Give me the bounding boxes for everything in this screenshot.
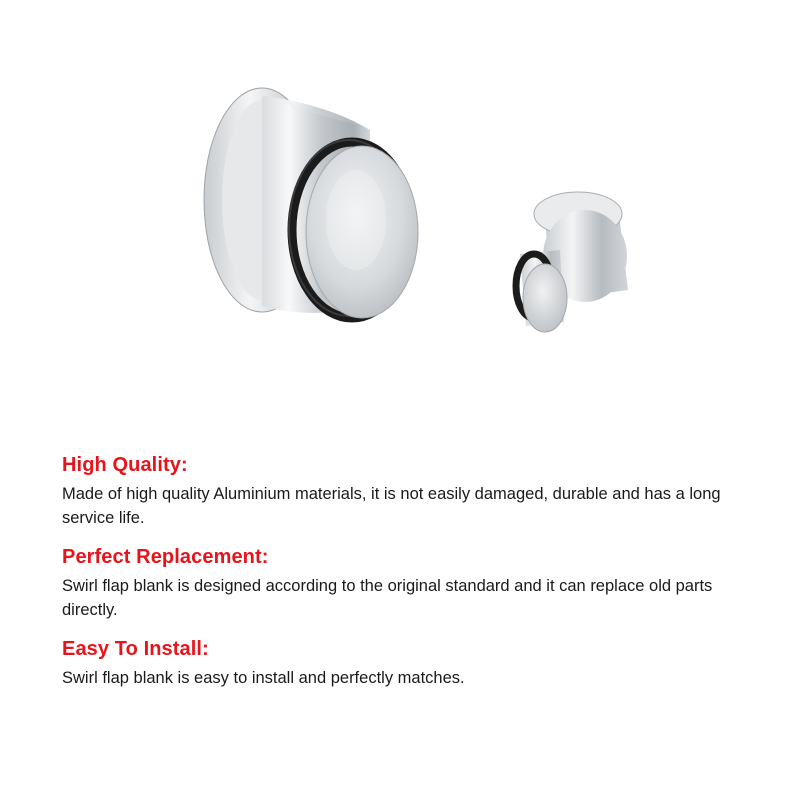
feature-description: Made of high quality Aluminium materials, it is not easily damaged, durable and has a long service life. (62, 485, 721, 527)
feature-description: Swirl flap blank is designed according to the original standard and it can replace old parts directly. (62, 577, 713, 619)
feature-title: Easy To Install: (62, 638, 209, 660)
feature-list (62, 452, 762, 690)
feature-high-quality (62, 452, 762, 530)
small-plug-illustration (516, 192, 628, 332)
feature-title: High Quality: (62, 454, 188, 476)
feature-easy-to-install (62, 636, 762, 690)
feature-description: Swirl flap blank is easy to install and perfectly matches. (62, 669, 465, 687)
feature-perfect-replacement (62, 544, 762, 622)
feature-title: Perfect Replacement: (62, 546, 269, 568)
large-plug-illustration (204, 88, 418, 318)
